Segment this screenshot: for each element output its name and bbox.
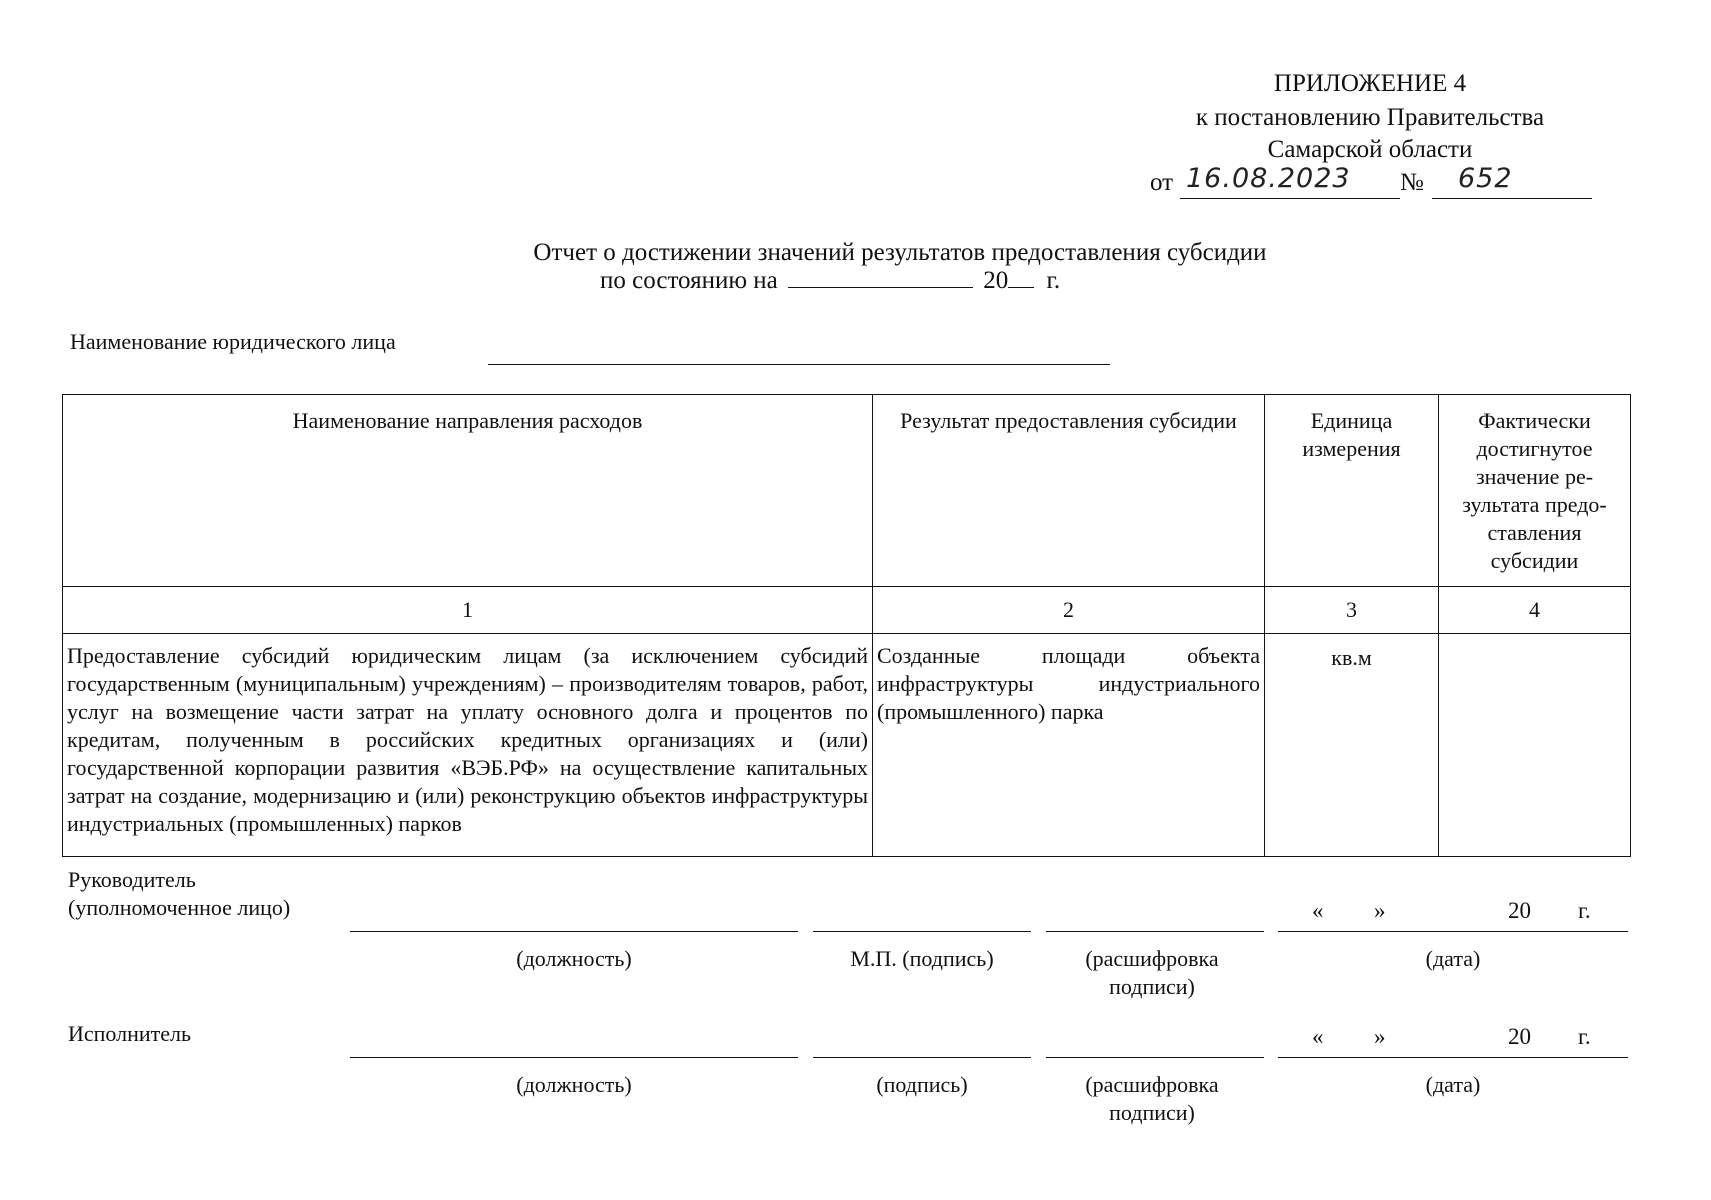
report-date-year: 20 <box>983 267 1009 294</box>
table-header-row <box>63 395 1631 587</box>
head-decode-line <box>1046 931 1264 932</box>
head-date-close-quote: » <box>1374 898 1386 923</box>
executor-position-line <box>350 1057 798 1058</box>
date-underline <box>1180 198 1400 199</box>
column-number-3: 3 <box>1265 587 1439 634</box>
appendix-line-2: к постановлению Правительства <box>1195 104 1545 131</box>
cell-unit: кв.м <box>1265 634 1439 857</box>
table-number-row <box>63 587 1631 634</box>
report-year-blank <box>1008 267 1034 288</box>
head-caption-position: (должность) <box>516 946 632 971</box>
appendix-title: ПРИЛОЖЕНИЕ 4 <box>1273 70 1467 97</box>
appendix-line-3: Самарской области <box>1267 136 1473 163</box>
head-date-open-quote: « <box>1312 898 1324 923</box>
handwritten-date: 16.08.2023 <box>1186 163 1351 194</box>
head-caption-signature: М.П. (подпись) <box>850 946 994 971</box>
header-value: Фактически достигнутое значение ре-зультата предо-ставления субсидии <box>1439 395 1631 587</box>
report-date-suffix: г. <box>1046 267 1061 294</box>
executor-label: Исполнитель <box>68 1021 192 1046</box>
executor-caption-decode: (расшифровка подписи) <box>1085 1072 1219 1125</box>
cell-direction: Предоставление субсидий юридическим лицам (за исключением субсидий государственным (муниципальным) учреждениям) – производителям товаров, работ, услуг на возмещение части затрат на уплату основного долга и процентов по кредитам, полученным в российских кредитных организациях и (или) государственной корпорации развития «ВЭБ.РФ» на осуществление капитальных затрат на создание, модернизацию и (или) реконструкцию объектов инфраструктуры индустриальных (промышленных) парков <box>63 634 873 857</box>
executor-caption-position: (должность) <box>516 1072 632 1097</box>
head-date-year: 20 <box>1508 898 1531 923</box>
table-row <box>63 634 1631 857</box>
executor-decode-line <box>1046 1057 1264 1058</box>
handwritten-number: 652 <box>1458 163 1513 194</box>
head-caption-date: (дата) <box>1425 946 1481 971</box>
executor-caption-date: (дата) <box>1425 1072 1481 1097</box>
header-direction: Наименование направления расходов <box>63 395 873 587</box>
date-prefix: от <box>1150 169 1174 196</box>
entity-label: Наименование юридического лица <box>70 329 396 354</box>
header-unit: Единица измерения <box>1265 395 1439 587</box>
executor-date-close-quote: » <box>1374 1024 1386 1049</box>
head-position-line <box>350 931 798 932</box>
report-date-prefix: по состоянию на <box>600 267 778 294</box>
report-date-line <box>600 266 1200 296</box>
column-number-2: 2 <box>873 587 1265 634</box>
head-label-2: (уполномоченное лицо) <box>68 895 291 920</box>
head-label-1: Руководитель <box>68 867 196 892</box>
executor-date-year: 20 <box>1508 1024 1531 1049</box>
executor-date-open-quote: « <box>1312 1024 1324 1049</box>
cell-value <box>1439 634 1631 857</box>
report-date-blank <box>788 267 973 288</box>
head-date-line <box>1278 931 1628 932</box>
number-prefix: № <box>1400 169 1424 196</box>
head-signature-line <box>813 931 1031 932</box>
column-number-1: 1 <box>63 587 873 634</box>
head-date-suffix: г. <box>1578 898 1591 923</box>
report-title: Отчет о достижении значений результатов предоставления субсидии <box>533 239 1267 266</box>
results-table <box>62 394 1631 857</box>
executor-date-suffix: г. <box>1578 1024 1591 1049</box>
head-caption-decode: (расшифровка подписи) <box>1085 946 1219 999</box>
column-number-4: 4 <box>1439 587 1631 634</box>
cell-result: Созданные площади объекта инфраструктуры индустриального (промышленного) парка <box>873 634 1265 857</box>
executor-date-line <box>1278 1057 1628 1058</box>
executor-signature-line <box>813 1057 1031 1058</box>
executor-caption-signature: (подпись) <box>876 1072 968 1097</box>
number-underline <box>1432 198 1592 199</box>
entity-name-line <box>488 364 1110 365</box>
header-result: Результат предоставления субсидии <box>873 395 1265 587</box>
